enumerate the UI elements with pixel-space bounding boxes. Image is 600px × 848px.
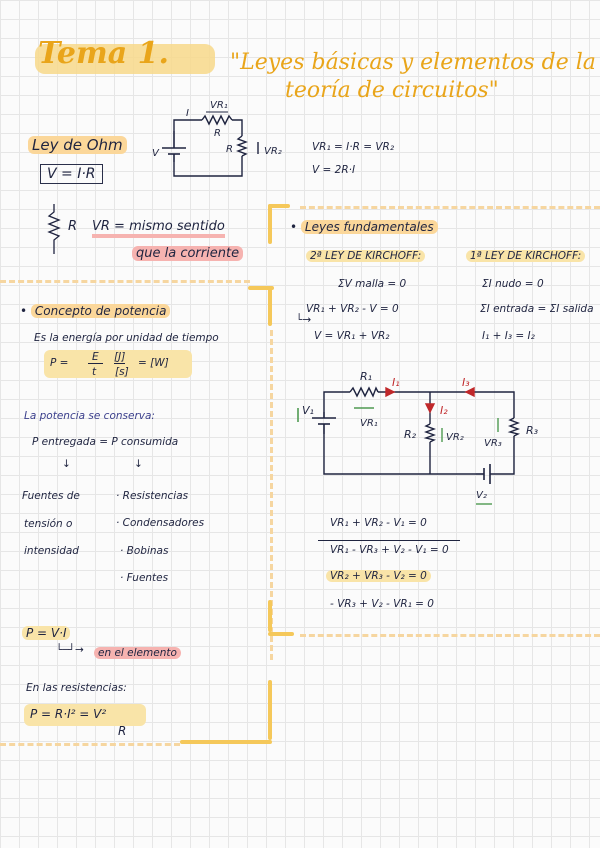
kirchhoff-vr3-label: VR₃ [484,438,502,449]
kirchhoff-eq-v2: V = VR₁ + VR₂ [314,330,390,342]
potencia-unit-num: [J] [114,351,126,363]
sources-line2: tensión o [24,518,73,530]
kirchhoff-law2 [306,250,425,262]
kirchhoff-law1 [466,250,585,262]
page-title: Tema 1. [38,36,169,71]
potencia-heading-text: Concepto de potencia [31,304,171,318]
potencia-formula-den: t [92,366,97,378]
mesh-eq-1: VR₁ + VR₂ - V₁ = 0 [330,517,427,529]
kirchhoff-eq-v1: VR₁ + VR₂ - V = 0 [306,303,399,315]
ohm-circuit-diagram [150,96,300,186]
potencia-unit-result: = [W] [138,357,169,369]
kirchhoff-i2-label: I₂ [440,404,448,417]
pvi-bracket: └─┘→ [56,644,84,656]
kirchhoff-resistor-r2 [426,424,434,442]
potencia-definition: Es la energía por unidad de tiempo [34,332,219,344]
kirchhoff-eq-i2: I₁ + I₃ = I₂ [482,330,535,342]
note-resistor-label: R [68,219,78,234]
mesh-eq-2-underline [318,540,460,541]
ohm-v-label: V [152,148,159,159]
kirchhoff-r2-label: R₂ [404,428,417,441]
pvi-note-text: en el elemento [94,647,181,659]
mesh-eq-3 [326,570,431,582]
ohm-r2-label: R [226,144,233,155]
kirchhoff-v2-label: V₂ [476,490,487,501]
divider-bottom-left-h [180,740,272,744]
kirchhoff-battery-v2 [476,464,490,484]
ohm-r1-label: R [214,128,221,139]
kirchhoff-heading-text: Leyes fundamentales [301,220,438,234]
pvi-formula-text: P = V·I [22,626,70,640]
divider-bottom-left-v [268,680,272,740]
kirchhoff-eq-v1-arrow: └→ [296,314,312,326]
kirchhoff-circuit-wires [324,392,514,474]
divider-horizontal-left [0,280,250,283]
page-subtitle-line1: "Leyes básicas y elementos de la [230,50,596,75]
divider-right-v2 [268,600,272,632]
mesh-eq-4: - VR₃ + V₂ - VR₁ = 0 [330,598,434,610]
arrow-down-consumers: ↓ [134,458,143,470]
divider-corner-left-v [268,286,272,326]
kirchhoff-battery-v1 [312,412,336,434]
note-resistor-symbol [44,204,64,254]
kirchhoff-r1-label: R₁ [360,370,373,383]
divider-corner-right-v [268,204,272,244]
potencia-formula-p: P = [50,357,69,369]
note-line2-text: que la corriente [132,246,243,261]
consumer-item: · Bobinas [120,545,169,557]
note-line1-text: VR = mismo sentido [92,219,225,238]
ohm-vr1-label: VR₁ [210,100,228,111]
ohm-resistor-r2 [238,136,246,156]
divider-bottom-left [0,743,180,746]
kirchhoff-i3-label: I₃ [462,376,470,389]
kirchhoff-eq-i1: ΣI entrada = ΣI salida [480,303,594,315]
note-line2 [132,246,243,261]
mesh-eq-3-text: VR₂ + VR₃ - V₂ = 0 [326,570,431,582]
ohm-eq2: V = 2R·I [312,164,356,176]
consumer-item: · Fuentes [120,572,169,584]
sources-line3: intensidad [24,545,79,557]
ohm-eq1: VR₁ = I·R = VR₂ [312,141,395,153]
divider-right-h2 [268,632,294,636]
kirchhoff-vr1-label: VR₁ [360,418,378,429]
kirchhoff-heading: • Leyes fundamentales [290,220,438,234]
ohm-heading [28,136,127,154]
divider-top-right [300,206,600,209]
kirchhoff-resistor-r3 [510,418,518,436]
ohm-current-label: I [186,108,189,119]
potencia-heading: • Concepto de potencia [20,304,170,318]
kirchhoff-vr2-label: VR₂ [446,432,464,443]
pvi-note [94,647,181,659]
kirchhoff-law2-text: 2ª LEY DE KIRCHOFF: [306,250,425,262]
mesh-eq-2: VR₁ - VR₃ + V₂ - V₁ = 0 [330,544,449,556]
page-subtitle-line2: teoría de circuitos" [285,78,499,103]
consumer-item: · Condensadores [116,517,205,529]
kirchhoff-law1-text: 1ª LEY DE KIRCHOFF: [466,250,585,262]
note-line1 [92,219,225,234]
consumer-item: · Resistencias [116,490,189,502]
ohm-battery [162,131,186,162]
arrow-down-sources: ↓ [62,458,71,470]
ohm-heading-text: Ley de Ohm [28,136,127,154]
sources-line1: Fuentes de [22,490,80,502]
pri-denominator: R [118,724,127,738]
pri-formula: P = R·I² = V² [30,707,107,721]
potencia-formula-num: E [88,351,103,364]
kirchhoff-circuit-diagram [290,362,560,510]
pvi-formula [22,626,70,640]
kirchhoff-r3-label: R₃ [526,424,539,437]
kirchhoff-resistor-r1 [350,388,378,396]
potencia-conserved: La potencia se conserva: [24,410,155,422]
potencia-balance: P entregada = P consumida [32,436,179,448]
ohm-vr2-label: VR₂ [264,146,282,157]
ohm-resistor-r1 [202,116,232,124]
ohm-formula: V = I·R [40,164,103,184]
potencia-unit-den: [s] [115,366,129,378]
in-resistors-label: En las resistencias: [26,682,127,694]
divider-bottom-right [300,634,600,637]
kirchhoff-sum-v: ΣV malla = 0 [338,278,407,290]
kirchhoff-v1-label: V₁ [302,404,314,417]
kirchhoff-sum-i: ΣI nudo = 0 [482,278,544,290]
kirchhoff-i1-label: I₁ [392,376,400,389]
